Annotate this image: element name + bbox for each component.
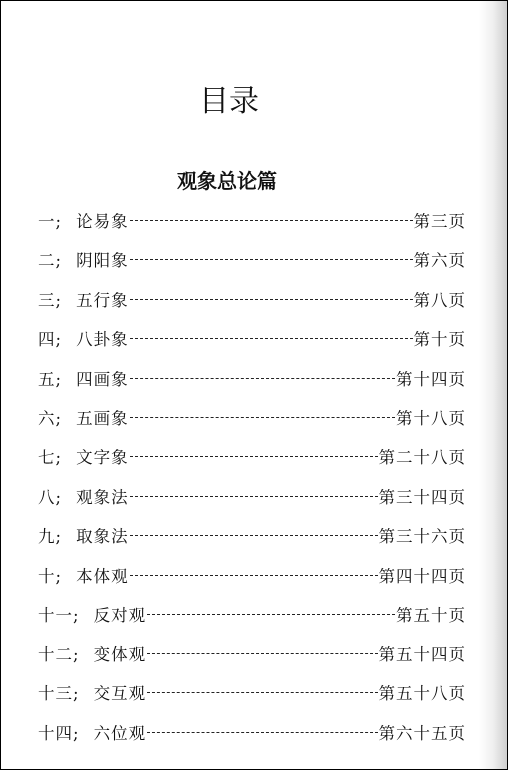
toc-entry-title: 阴阳象 xyxy=(76,251,129,270)
toc-leader-line xyxy=(147,614,395,615)
toc-entry xyxy=(38,405,466,429)
toc-entry-page: 第四十四页 xyxy=(378,567,466,586)
toc-entry-number: 十四; xyxy=(38,724,80,743)
page-title: 目录 xyxy=(199,84,259,119)
toc-entry xyxy=(38,680,466,704)
toc-entry-number: 八; xyxy=(38,488,63,507)
toc-entry-title: 取象法 xyxy=(76,527,129,546)
toc-entry-title: 四画象 xyxy=(76,370,129,389)
toc-entry-title: 本体观 xyxy=(76,567,129,586)
toc-entry-title: 观象法 xyxy=(76,488,129,507)
toc-entry xyxy=(38,563,466,587)
toc-entry-title: 六位观 xyxy=(93,724,147,743)
toc-entry-page: 第五十八页 xyxy=(378,684,466,703)
toc-entry-number: 十二; xyxy=(38,645,80,664)
toc-leader-line xyxy=(147,732,377,733)
toc-entry xyxy=(38,602,466,626)
toc-entry-page: 第三十六页 xyxy=(378,527,466,546)
toc-leader-line xyxy=(147,653,377,654)
toc-entry-page: 第十页 xyxy=(413,330,466,349)
toc-entry-page: 第六十五页 xyxy=(378,724,466,743)
toc-entry-title: 文字象 xyxy=(76,448,129,467)
toc-entry xyxy=(38,484,466,508)
toc-entry-page: 第八页 xyxy=(413,291,466,310)
toc-entry-title: 五画象 xyxy=(76,409,129,428)
toc-entry xyxy=(38,326,466,350)
toc-entry-title: 八卦象 xyxy=(76,330,129,349)
toc-entry-title: 五行象 xyxy=(76,291,129,310)
toc-entry xyxy=(38,208,466,232)
toc-entry xyxy=(38,641,466,665)
toc-entry xyxy=(38,523,466,547)
toc-entry-title: 交互观 xyxy=(93,684,147,703)
toc-entry-number: 十; xyxy=(38,567,63,586)
toc-entry xyxy=(38,720,466,744)
toc-entry-page: 第六页 xyxy=(413,251,466,270)
toc-leader-line xyxy=(130,575,378,576)
toc-leader-line xyxy=(130,535,378,536)
section-title: 观象总论篇 xyxy=(177,169,277,193)
toc-entry-number: 十三; xyxy=(38,684,80,703)
toc-entry-number: 七; xyxy=(38,448,63,467)
toc-entry-number: 一; xyxy=(38,212,63,231)
toc-entry-page: 第五十页 xyxy=(396,606,466,625)
toc-entry xyxy=(38,444,466,468)
toc-entry xyxy=(38,366,466,390)
toc-leader-line xyxy=(130,378,395,379)
toc-entry-number: 十一; xyxy=(38,606,80,625)
toc-leader-line xyxy=(130,417,395,418)
toc-entry-title: 论易象 xyxy=(76,212,129,231)
toc-entry xyxy=(38,287,466,311)
toc-leader-line xyxy=(130,259,413,260)
toc-entry-number: 三; xyxy=(38,291,63,310)
toc-entry-number: 五; xyxy=(38,370,63,389)
toc-entry-number: 二; xyxy=(38,251,63,270)
toc-leader-line xyxy=(130,456,378,457)
toc-entry-title: 反对观 xyxy=(93,606,147,625)
toc-leader-line xyxy=(147,692,377,693)
toc-leader-line xyxy=(130,338,413,339)
toc-entry-number: 六; xyxy=(38,409,63,428)
toc-leader-line xyxy=(130,220,413,221)
toc-leader-line xyxy=(130,496,378,497)
toc-entry-number: 四; xyxy=(38,330,63,349)
toc-entry-page: 第三十四页 xyxy=(378,488,466,507)
toc-entry-page: 第二十八页 xyxy=(378,448,466,467)
toc-entry-page: 第十四页 xyxy=(396,370,466,389)
toc-entry-title: 变体观 xyxy=(93,645,147,664)
toc-leader-line xyxy=(130,299,413,300)
toc-entry-page: 第三页 xyxy=(413,212,466,231)
toc-entry-page: 第十八页 xyxy=(396,409,466,428)
toc-entry-page: 第五十四页 xyxy=(378,645,466,664)
toc-entry xyxy=(38,247,466,271)
toc-entry-number: 九; xyxy=(38,527,63,546)
toc-list xyxy=(1,1,507,769)
